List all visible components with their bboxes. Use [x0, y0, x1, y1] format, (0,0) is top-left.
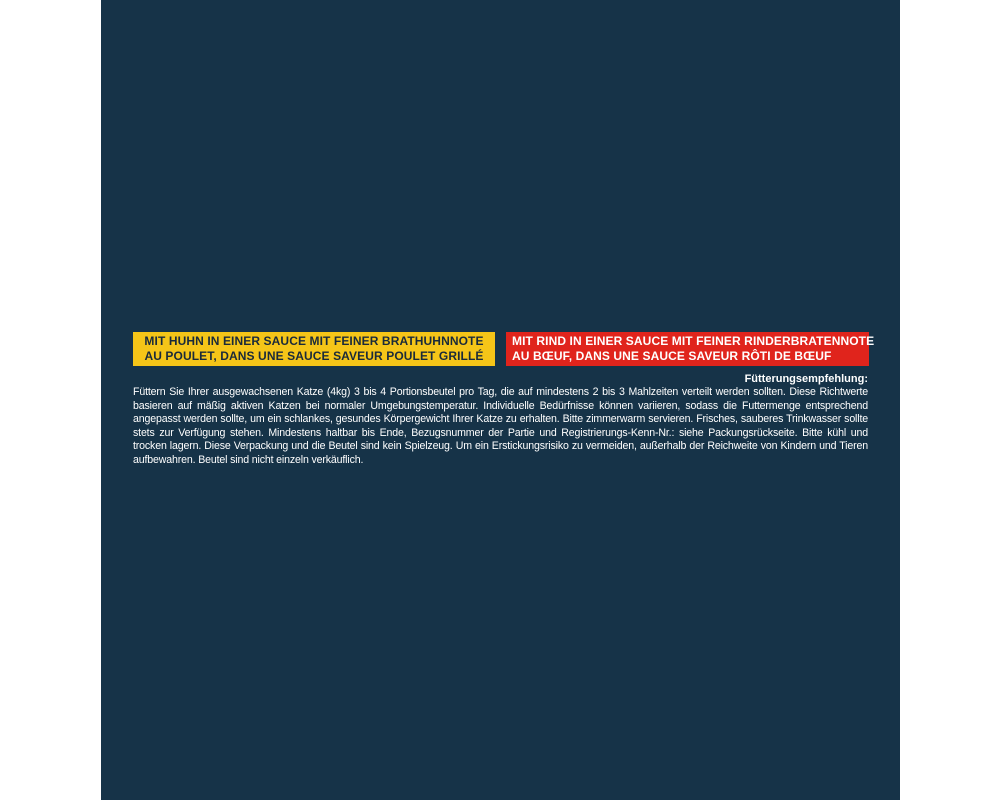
beef-flavor-french: AU BŒUF, DANS UNE SAUCE SAVEUR RÔTI DE BŒUF [512, 349, 832, 363]
chicken-flavor-banner [133, 332, 495, 366]
feeding-recommendation-text: Füttern Sie Ihrer ausgewachsenen Katze (4kg) 3 bis 4 Portionsbeutel pro Tag, die auf mindestens 2 bis 3 Mahlzeiten verteilt werden sollten. Diese Richtwerte basieren auf mäßig aktiven Katzen bei normaler Umgebungstemperatur. Individuelle Bedürfnisse können variieren, sodass die Futtermenge entsprechend angepasst werden sollte, um ein schlankes, gesundes Körpergewicht Ihrer Katze zu erhalten. Bitte zimmerwarm servieren. Frisches, sauberes Trinkwasser sollte stets zur Verfügung stehen. Mindestens haltbar bis Ende, Bezugsnummer der Partie und Registrierungs-Kenn-Nr.: siehe Packungsrückseite. Bitte kühl und trocken lagern. Diese Verpackung und die Beutel sind kein Spielzeug. Um ein Erstickungsrisiko zu vermeiden, außerhalb der Reichweite von Kindern und Tieren aufbewahren. Beutel sind nicht einzeln verkäuflich. [133, 386, 868, 466]
beef-flavor-german: MIT RIND IN EINER SAUCE MIT FEINER RINDERBRATENNOTE [512, 334, 875, 348]
chicken-flavor-french: AU POULET, DANS UNE SAUCE SAVEUR POULET GRILLÉ [144, 349, 484, 363]
chicken-flavor-german: MIT HUHN IN EINER SAUCE MIT FEINER BRATHUHNNOTE [144, 334, 484, 348]
beef-flavor-banner [506, 332, 875, 366]
feeding-recommendation-heading: Fütterungsempfehlung: [744, 373, 868, 385]
